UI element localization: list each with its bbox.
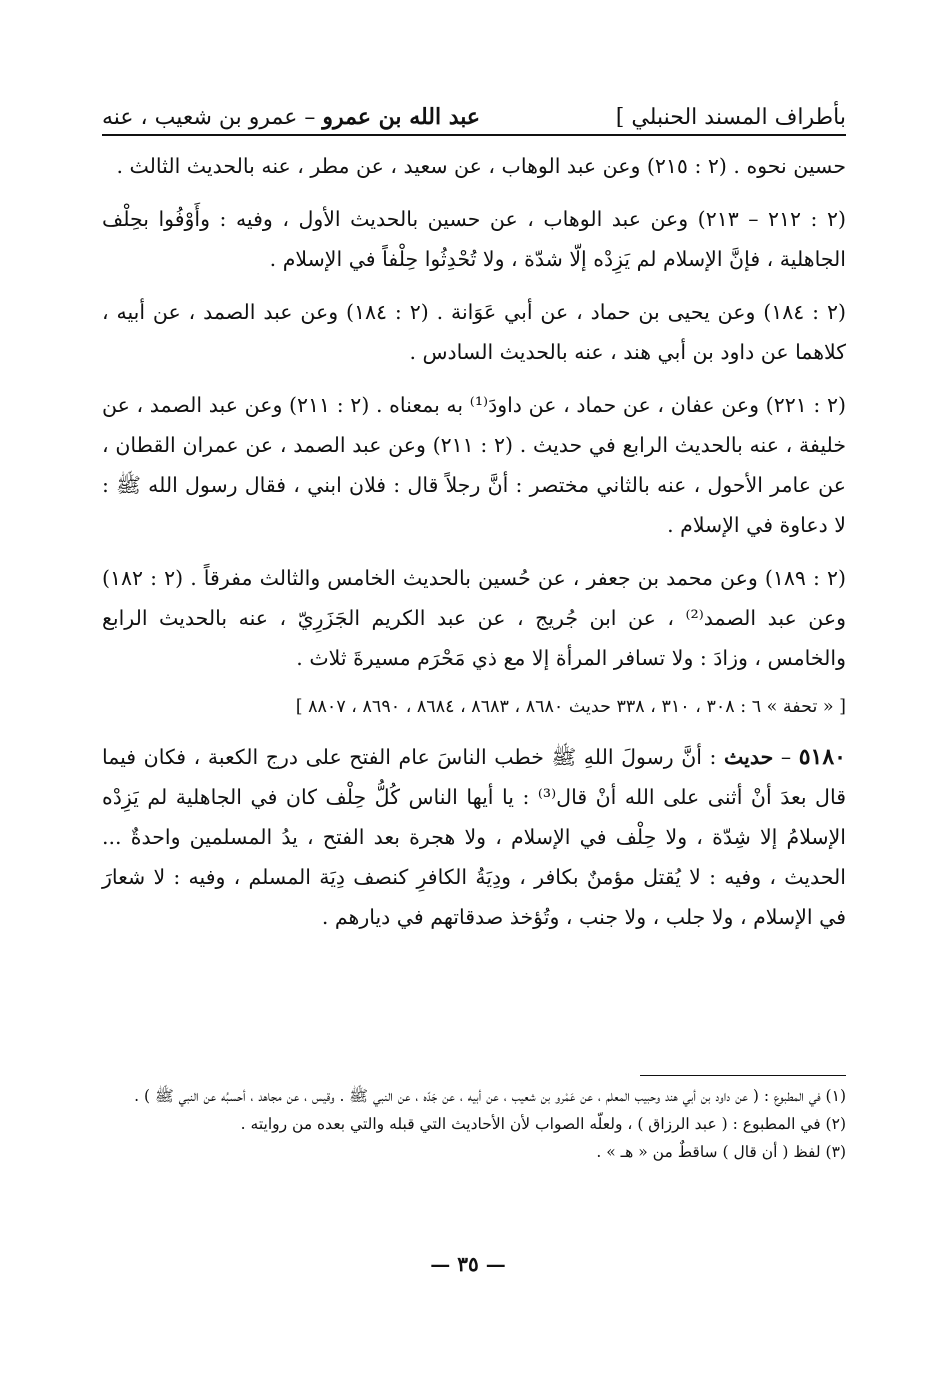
hadith-label: حديث (724, 745, 774, 769)
book-title: بأطراف المسند الحنبلي ] (615, 105, 846, 130)
paragraph: حسين نحوه . (٢ : ٢١٥) وعن عبد الوهاب ، عن سعيد ، عن مطر ، عنه بالحديث الثالث . (116, 154, 846, 178)
hadith-entry: ٥١٨٠ – حديث : أنَّ رسولَ اللهِ ﷺ خطب الناسَ عام الفتح على درج الكعبة ، فكان فيما قال بعدَ أنْ أثنى على الله أنْ قال⁽³⁾ : يا أيها الناس كُلُّ حِلْف كان في الجاهلية لم يَزِدْه الإسلامُ إلا شِدّة ، ولا حِلْف في الإسلام ، ولا هجرة بعد الفتح ، يدُ المسلمين واحدةٌ ... الحديث ، وفيه : لا يُقتل مؤمنٌ بكافر ، ودِيَةُ الكافرِ كنصف دِيَة المسلم ، وفيه : لا شعارَ في الإسلام ، ولا جلب ، ولا جنب ، وتُؤخذ صدقاتهم في ديارهم . (102, 744, 847, 929)
narrator-rest: – عمرو بن شعيب ، عنه (102, 105, 323, 130)
hadith-number: ٥١٨٠ (798, 744, 846, 770)
hadith-text: : أنَّ رسولَ اللهِ ﷺ خطب الناسَ عام الفتح على درج الكعبة ، فكان فيما قال بعدَ أنْ أثنى على الله أنْ قال⁽³⁾ : يا أيها الناس كُلُّ حِلْف كان في الجاهلية لم يَزِدْه الإسلامُ إلا شِدّة ، ولا حِلْف في الإسلام ، ولا هجرة بعد الفتح ، يدُ المسلمين واحدةٌ ... الحديث ، وفيه : لا يُقتل مؤمنٌ بكافر ، ودِيَةُ الكافرِ كنصف دِيَة المسلم ، وفيه : لا شعارَ في الإسلام ، ولا جلب ، ولا جنب ، وتُؤخذ صدقاتهم في ديارهم . (102, 745, 847, 929)
footnote: (١) في المطبوع : ( عن داود بن أبي هند وحبيب المعلم ، عن عَمْرو بن شعيب ، عن أبيه ، عن جَدّه ، عن النبي ﷺ . وقيس ، عن مجاهد ، أحسبُه عن النبي ﷺ ) . (134, 1087, 846, 1105)
footnote: (٢) في المطبوع : ( عبد الرزاق ) ، ولعلّه الصواب لأن الأحاديث التي قبله والتي بعده من روايته . (240, 1115, 846, 1133)
paragraph: (٢ : ٢١٢ – ٢١٣) وعن عبد الوهاب ، عن حسين بالحديث الأول ، وفيه : وأَوْفُوا بحِلْف الجاهلية ، فإنَّ الإسلام لم يَزِدْه إلّا شدّة ، ولا تُحْدِثُوا حِلْفاً في الإسلام . (102, 207, 846, 271)
footnotes (102, 1082, 846, 1166)
paragraph: (٢ : ١٨٤) وعن يحيى بن حماد ، عن أبي عَوَانة . (٢ : ١٨٤) وعن عبد الصمد ، عن أبيه ، كلاهما عن داود بن أبي هند ، عنه بالحديث السادس . (102, 300, 846, 364)
header-rule (102, 134, 846, 136)
paragraph: (٢ : ١٨٩) وعن محمد بن جعفر ، عن حُسين بالحديث الخامس والثالث مفرقاً . (٢ : ١٨٢) وعن عبد الصمد⁽²⁾ ، عن ابن جُريج ، عن عبد الكريم الجَزَرِيّ ، عنه بالحديث الرابع والخامس ، وزادَ : ولا تسافر المرأة إلا مع ذي مَحْرَم مسيرةَ ثلاث . (102, 566, 846, 670)
footnote-rule (640, 1075, 846, 1076)
running-header (102, 96, 846, 130)
page-number: — ٣٥ — (430, 1252, 506, 1276)
narrator-main: عبد الله بن عمرو (322, 104, 481, 130)
main-text (102, 146, 846, 937)
paragraph: (٢ : ٢٢١) وعن عفان ، عن حماد ، عن داودَ⁽¹⁾ به بمعناه . (٢ : ٢١١) وعن عبد الصمد ، عن خليفة ، عنه بالحديث الرابع في حديث . (٢ : ٢١١) وعن عبد الصمد ، عن عمران القطان ، عن عامر الأحول ، عنه بالثاني مختصر : أنَّ رجلاً قال : فلان ابني ، فقال رسول الله ﷺ : لا دعاوة في الإسلام . (102, 393, 846, 537)
footnote: (٣) لفظ ( أن قال ) ساقطٌ من « هـ » . (596, 1143, 846, 1161)
narrator-chain (102, 104, 480, 130)
tuhfa-reference: [ « تحفة » ٦ : ٣٠٨ ، ٣١٠ ، ٣٣٨ حديث ٨٦٨٠ ، ٨٦٨٣ ، ٨٦٨٤ ، ٨٦٩٠ ، ٨٨٠٧ ] (295, 697, 846, 717)
